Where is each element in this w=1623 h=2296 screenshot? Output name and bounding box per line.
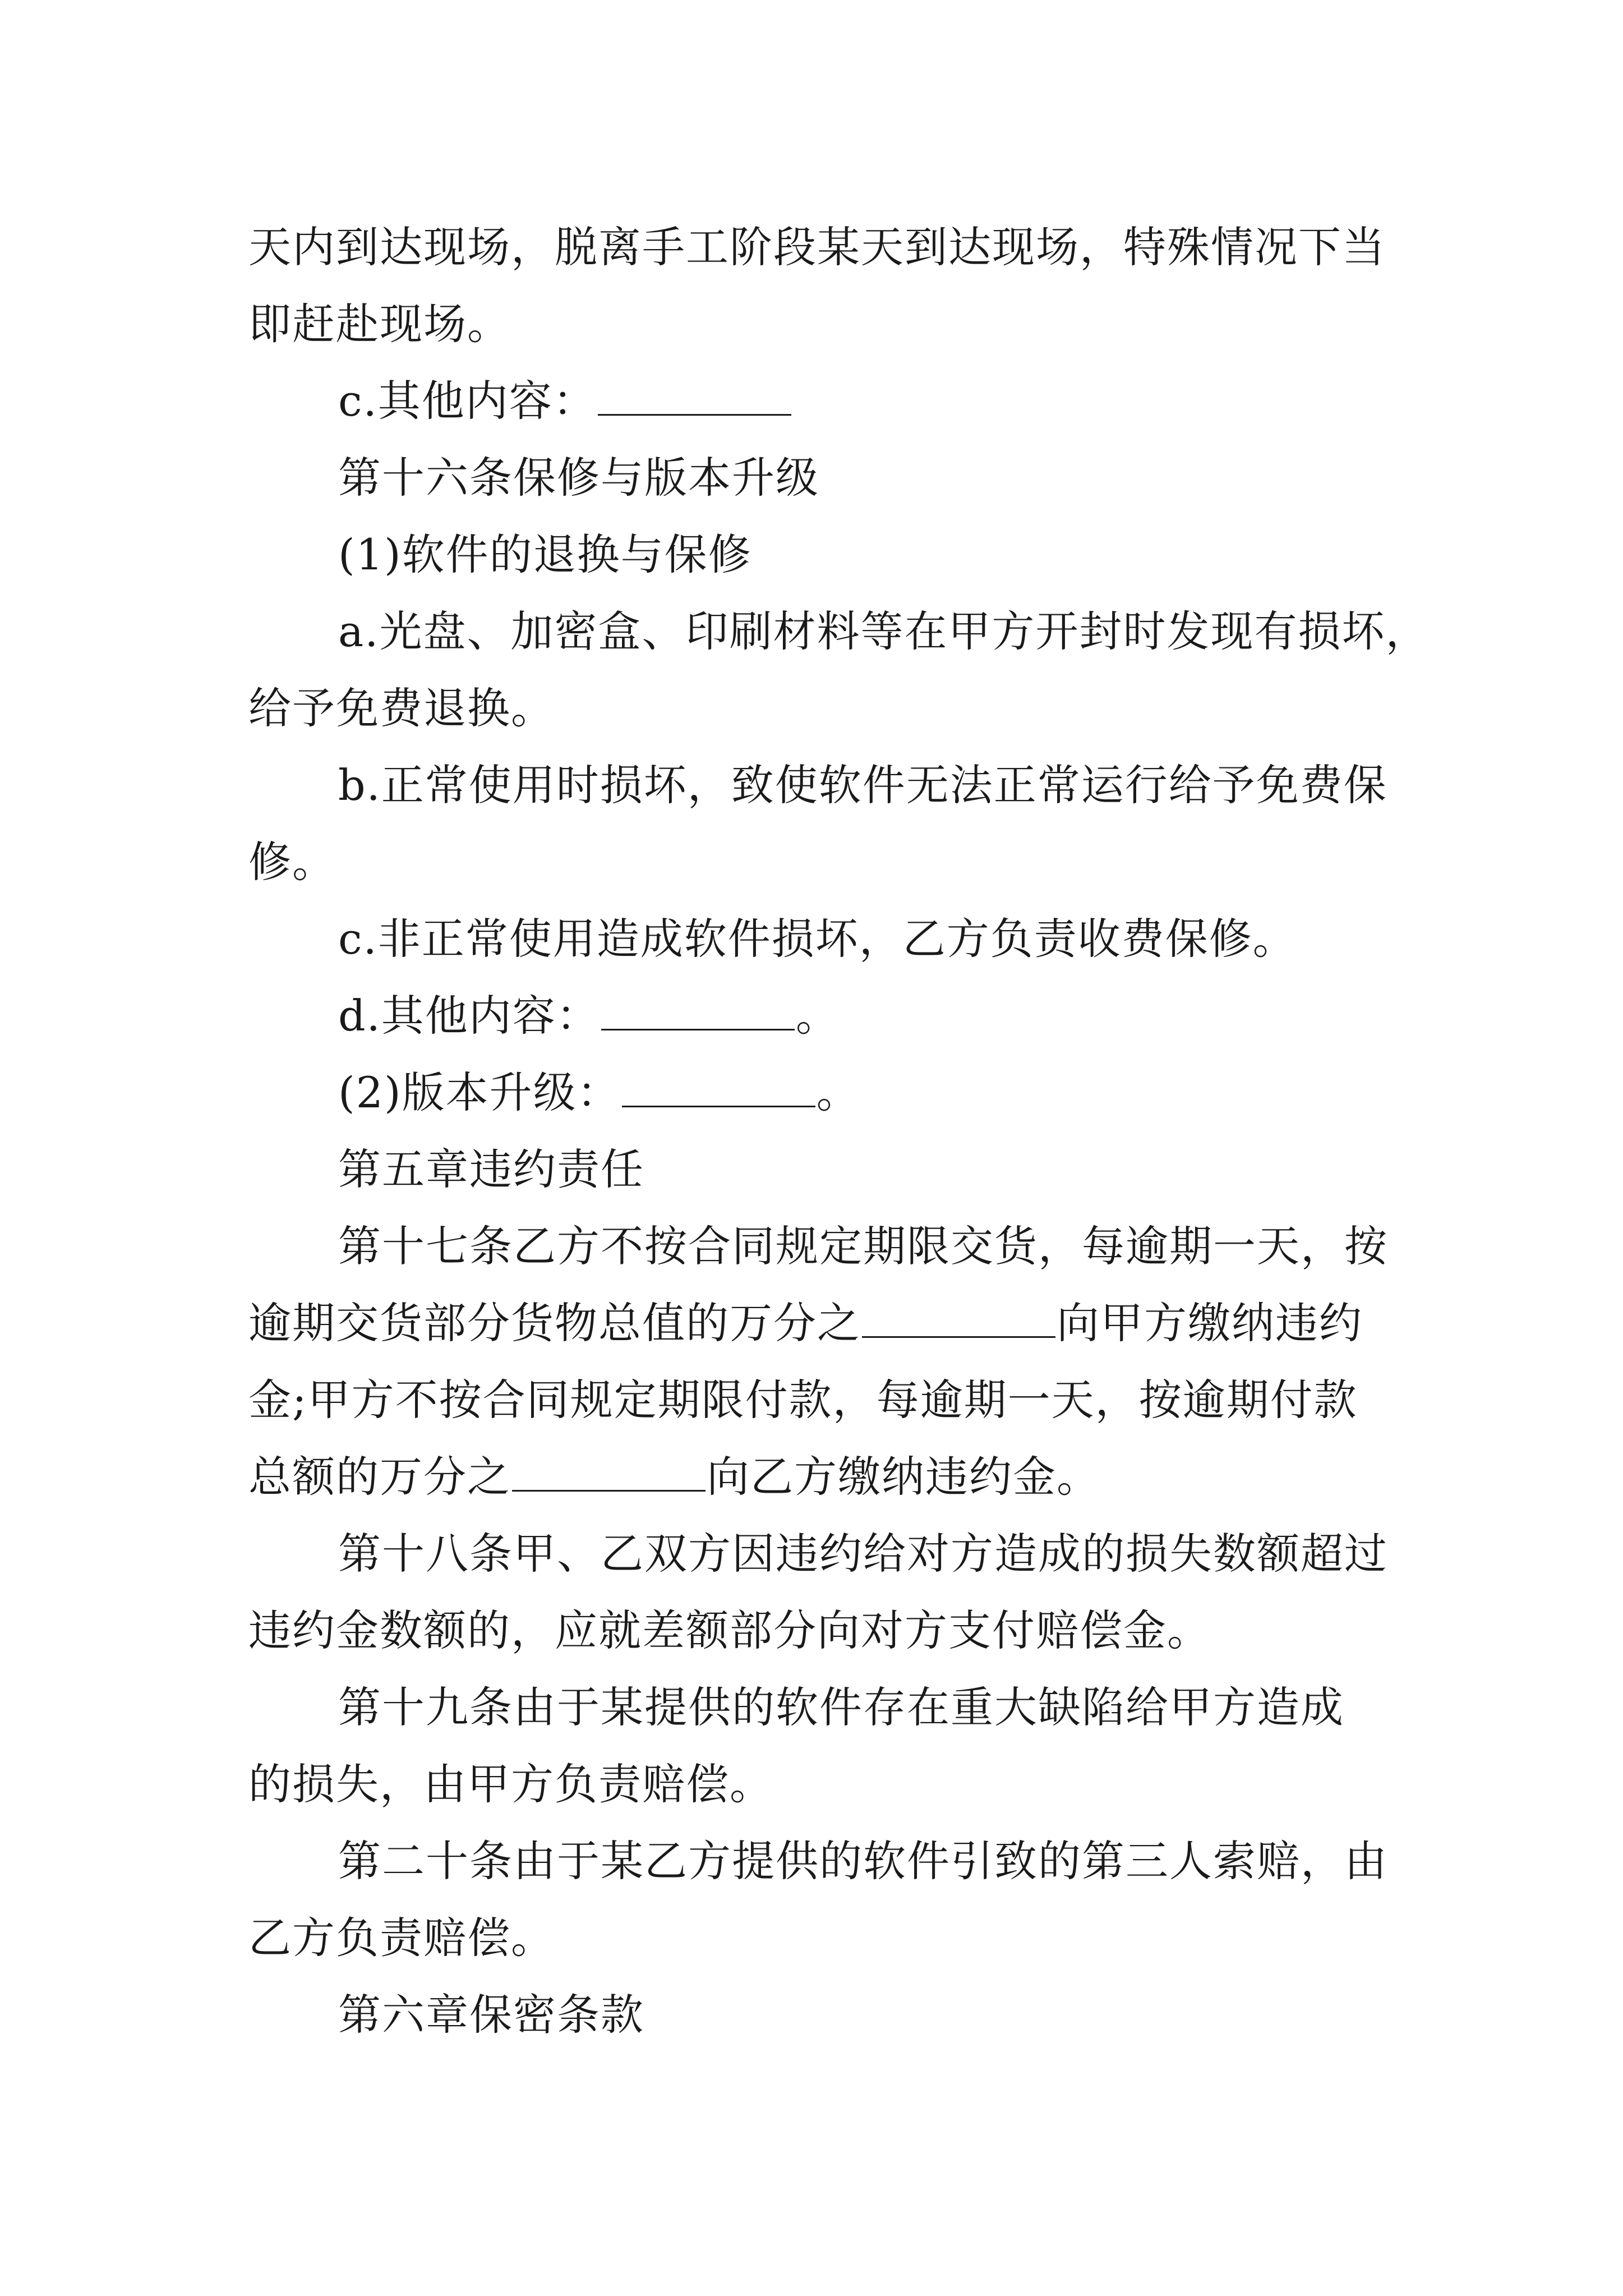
paragraph-text: 乙方负责赔偿。 [248, 1913, 555, 1963]
paragraph-text: 第十九条由于某提供的软件存在重大缺陷给甲方造成 [338, 1682, 1344, 1732]
text-line [248, 593, 1430, 670]
fill-in-blank [512, 1456, 706, 1492]
paragraph-text: 给予免费退换。 [248, 683, 555, 733]
text-line [248, 362, 1393, 439]
text-line [248, 670, 1393, 747]
text-line [248, 977, 1393, 1054]
heading-text: 第六章保密条款 [338, 1990, 644, 2040]
text-line [248, 1899, 1393, 1976]
text-line [248, 516, 1393, 593]
text-line [248, 1208, 1393, 1285]
heading-text: 第五章违约责任 [338, 1144, 644, 1194]
text-line [248, 1438, 1393, 1515]
text-line [248, 286, 1393, 362]
chapter-heading [248, 1976, 1393, 2053]
paragraph-text: 修。 [248, 837, 336, 887]
text-line [248, 1054, 1393, 1131]
document-page [248, 209, 1430, 2053]
paragraph-text: 逾期交货部分货物总值的万分之 [248, 1298, 861, 1348]
paragraph-text: 第十七条乙方不按合同规定期限交货，每逾期一天，按 [338, 1221, 1388, 1271]
paragraph-text: 违约金数额的，应就差额部分向对方支付赔偿金。 [248, 1605, 1211, 1655]
heading-text: 第十六条保修与版本升级 [338, 453, 819, 503]
text-line [248, 1285, 1393, 1361]
paragraph-text: c.其他内容： [338, 376, 597, 426]
fill-in-blank [622, 1072, 815, 1107]
text-line [248, 1361, 1393, 1438]
paragraph-text: 向甲方缴纳违约 [1057, 1298, 1363, 1348]
paragraph-text: 第二十条由于某乙方提供的软件引致的第三人索赔，由 [338, 1836, 1388, 1886]
text-line [248, 1823, 1393, 1899]
text-line [248, 1592, 1393, 1669]
paragraph-text: 总额的万分之 [248, 1452, 511, 1502]
paragraph-text: b.正常使用时损坏，致使软件无法正常运行给予免费保 [338, 760, 1387, 810]
fill-in-blank [601, 995, 795, 1030]
text-line [248, 1515, 1393, 1592]
paragraph-text: d.其他内容： [338, 991, 600, 1041]
paragraph-text: (2)版本升级： [338, 1068, 621, 1117]
fill-in-blank [598, 380, 791, 416]
text-line [248, 747, 1393, 823]
chapter-heading [248, 1131, 1393, 1208]
paragraph-text: 即赶赴现场。 [248, 299, 511, 349]
section-heading [248, 439, 1393, 516]
paragraph-text: 。 [795, 991, 840, 1041]
paragraph-text: 天内到达现场，脱离手工阶段某天到达现场，特殊情况下当 [248, 222, 1386, 272]
paragraph-text: 向乙方缴纳违约金。 [707, 1452, 1100, 1502]
text-line [248, 209, 1393, 286]
paragraph-text: (1)软件的退换与保修 [338, 530, 752, 579]
paragraph-text: c.非正常使用造成软件损坏，乙方负责收费保修。 [338, 914, 1297, 964]
paragraph-text: a.光盘、加密盒、印刷材料等在甲方开封时发现有损坏， [338, 606, 1430, 656]
text-line [248, 823, 1393, 900]
text-line [248, 1746, 1393, 1823]
paragraph-text: 第十八条甲、乙双方因违约给对方造成的损失数额超过 [338, 1529, 1388, 1579]
text-line [248, 1669, 1393, 1746]
paragraph-text: 金;甲方不按合同规定期限付款，每逾期一天，按逾期付款 [248, 1375, 1358, 1425]
paragraph-text: 的损失，由甲方负责赔偿。 [248, 1759, 773, 1809]
fill-in-blank [862, 1303, 1055, 1338]
text-line [248, 900, 1393, 977]
paragraph-text: 。 [816, 1068, 860, 1117]
